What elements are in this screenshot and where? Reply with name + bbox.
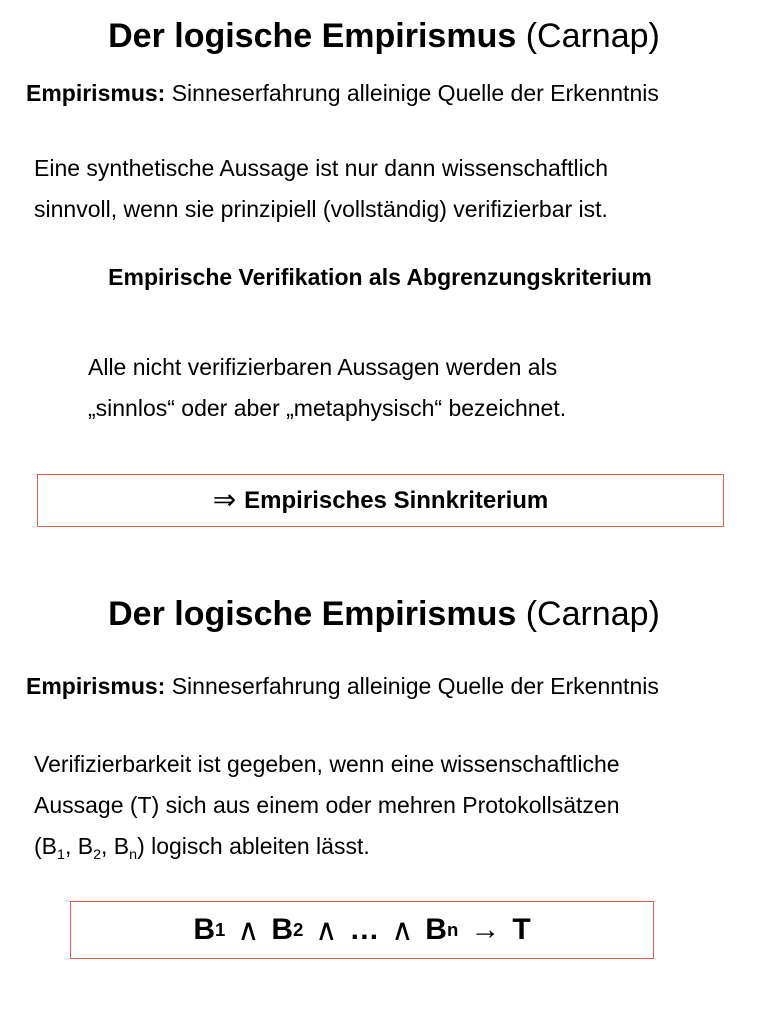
consequence-text [88,347,566,429]
logical-and-icon: ∧ [315,913,338,947]
logical-and-icon: ∧ [237,913,260,947]
formula-ellipsis: … [349,913,380,946]
slide-title-main: Der logische Empirismus [108,595,517,633]
conclusion-text: Empirisches Sinnkriterium [244,486,549,514]
consequence-line: „sinnlos“ oder aber „metaphysisch“ bezeichnet. [88,395,567,421]
definition-label: Empirismus: [26,673,166,699]
implication-arrow-icon: → [470,913,501,946]
text-fragment: , B [64,833,94,859]
consequence-line: Alle nicht verifizierbaren Aussagen werden als [88,354,558,380]
statement-line: Eine synthetische Aussage ist nur dann wissenschaftlich [34,155,609,181]
definition-label: Empirismus: [26,80,166,106]
verifiability-statement [34,744,620,867]
implies-arrow-icon: ⇒ [212,484,237,515]
formula-box: B 1 ∧ B 2 ∧ … ∧ B n → T [70,901,654,959]
slide-title [0,16,768,56]
definition-text: Sinneserfahrung alleinige Quelle der Erkenntnis [171,673,659,699]
statement-line [34,826,620,867]
text-fragment: ) logisch ableiten lässt. [137,833,370,859]
formula-bn: B [425,913,447,946]
verification-statement [34,148,608,230]
subscript: 2 [93,846,101,863]
formula-t: T [512,913,531,946]
text-fragment: , B [101,833,130,859]
slide-2 [0,512,768,1024]
slide-title-main: Der logische Empirismus [108,17,517,55]
formula-b2: B [271,913,293,946]
logical-and-icon: ∧ [391,913,414,947]
subscript: 1 [57,846,65,863]
empirismus-definition [26,671,659,701]
subscript: n [129,846,138,863]
text-fragment: (B [34,833,57,859]
empirismus-definition [26,78,659,108]
formula-b1: B [193,913,216,946]
slide-title-author: (Carnap) [525,17,660,55]
slide-title [0,594,768,634]
subheading: Empirische Verifikation als Abgrenzungskriterium [108,264,652,290]
statement-line: Aussage (T) sich aus einem oder mehren Protokollsätzen [34,792,620,818]
definition-text: Sinneserfahrung alleinige Quelle der Erkenntnis [171,80,659,106]
statement-line: Verifizierbarkeit ist gegeben, wenn eine wissenschaftliche [34,751,620,777]
slide-title-author: (Carnap) [525,595,660,633]
statement-line: sinnvoll, wenn sie prinzipiell (vollständig) verifizierbar ist. [34,196,608,222]
